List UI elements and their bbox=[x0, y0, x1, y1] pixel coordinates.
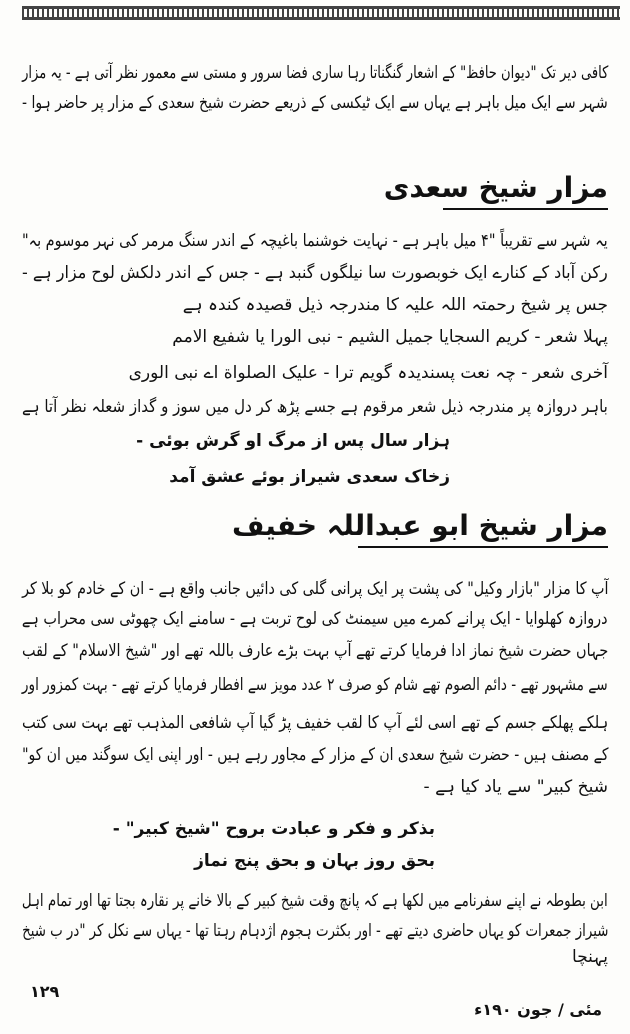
section2-line-3: جہاں حضرت شیخ نماز ادا فرمایا کرتے تھے آپ بہت بڑے عارف باللہ تھے اور "شیخ الاسلام" کے لقب bbox=[21, 641, 608, 661]
closing-line-2: شیراز جمعرات کو یہاں حاضری دیتے تھے - اور بکثرت ہجوم اژدہام رہتا تھا - یہاں سے نکل کر "در ب شیخ bbox=[21, 921, 608, 941]
section2-verse-1: بذکر و فکر و عبادت بروح "شیخ کبیر" - bbox=[112, 819, 435, 839]
section1-line-2: رکن آباد کے کنارے ایک خوبصورت سا نیلگوں گنبد ہے - جس کے اندر دلکش لوح مزار ہے - bbox=[22, 263, 608, 283]
section1-line-5: آخری شعر - چہ نعت پسندیدہ گویم ترا - علیک الصلواة اے نبی الوری bbox=[128, 363, 608, 383]
closing-line-3: پہنچا bbox=[572, 947, 608, 967]
section1-verse-1: ہزار سال پس از مرگ او گرش بوئی - bbox=[136, 431, 450, 451]
section2-line-1: آپ کا مزار "بازار وکیل" کی پشت پر ایک پرانی گلی کی دائیں جانب واقع ہے - ان کے خادم کو بلا کر bbox=[21, 579, 608, 599]
intro-line-2: شہر سے ایک میل باہر ہے یہاں سے ایک ٹیکسی کے ذریعے حضرت شیخ سعدی کے مزار پر حاضر ہوا - bbox=[22, 93, 608, 113]
section-heading-abu-abdullah-khafif: مزار شیخ ابو عبداللہ خفیف bbox=[231, 509, 608, 542]
intro-line-1: کافی دیر تک "دیوان حافظ" کے اشعار گنگناتا رہا ساری فضا سرور و مستی سے معمور نظر آتی ہے - یہ مزار bbox=[21, 63, 608, 83]
section1-line-3: جس پر شیخ رحمتہ اللہ علیہ کا مندرجہ ذیل قصیدہ کندہ ہے bbox=[182, 295, 608, 315]
section1-line-4: پہلا شعر - کریم السجایا جمیل الشیم - نبی الورا یا شفیع الامم bbox=[172, 327, 608, 347]
page-number: ۱۲۹ bbox=[30, 982, 60, 1001]
section2-line-6: کے مصنف ہیں - حضرت شیخ سعدی ان کے مزار کے مجاور رہے ہیں - اور اپنی ایک سوگند میں ان کو" bbox=[21, 745, 608, 765]
section2-line-2: دروازہ کھلوایا - ایک پرانے کمرے میں سیمنٹ کی لوح تربت ہے - سامنے ایک چھوٹی سی محراب ہے bbox=[22, 609, 608, 629]
closing-line-1: ابن بطوطہ نے اپنے سفرنامے میں لکھا ہے کہ پانچ وقت شیخ کبیر کے بالا خانے پر نقارہ بجتا تھا اور تمام اہل bbox=[22, 891, 608, 911]
section2-line-4: سے مشہور تھے - دائم الصوم تھے شام کو صرف ۲ عدد مویز سے افطار فرمایا کرتے تھے - بہت کمزور اور bbox=[22, 675, 608, 695]
section-heading-sheikh-saadi: مزار شیخ سعدی bbox=[383, 171, 608, 204]
section2-verse-2: بحق روز بہان و بحق پنج نماز bbox=[194, 851, 435, 871]
heading-underline bbox=[358, 546, 608, 548]
heading-underline bbox=[443, 208, 608, 210]
section2-line-5: ہلکے پھلکے جسم کے تھے اسی لئے آپ کا لقب خفیف پڑ گیا آپ شافعی المذہب تھے بہت سی کتب bbox=[21, 713, 608, 733]
section1-line-1: یہ شہر سے تقریباً "۴ میل باہر ہے - نہایت خوشنما باغیچہ کے اندر سنگ مرمر کی نہر موسوم بہ" bbox=[22, 231, 608, 251]
page-border-decoration bbox=[22, 6, 620, 20]
section1-verse-2: زخاک سعدی شیراز بوئے عشق آمد bbox=[169, 467, 450, 487]
issue-date: مئی / جون ۱۹۰ء bbox=[474, 1000, 602, 1019]
section2-line-7: شیخ کبیر" سے یاد کیا ہے - bbox=[423, 777, 608, 797]
section1-line-6: باہر دروازہ پر مندرجہ ذیل شعر مرقوم ہے جسے پڑھ کر دل میں سوز و گداز شعلہ نظر آتا ہے bbox=[22, 397, 608, 417]
